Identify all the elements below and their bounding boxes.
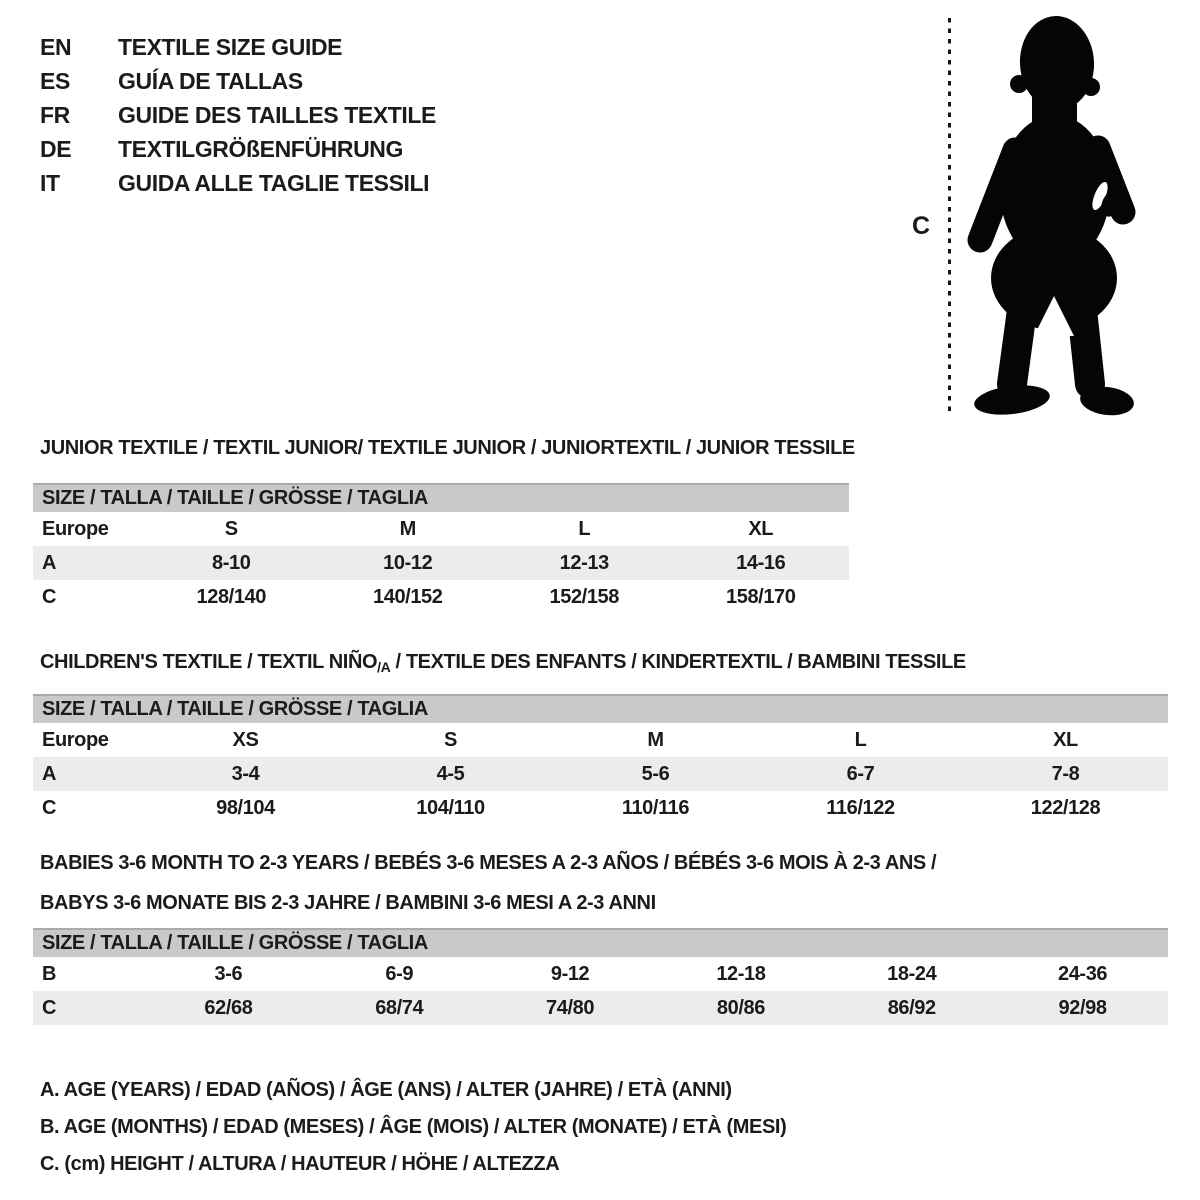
guide-title-es: GUÍA DE TALLAS [118, 68, 303, 94]
section-children-textile [33, 650, 1168, 825]
size-cell: M [647, 729, 664, 751]
language-code: FR [40, 102, 70, 128]
guide-title-en: TEXTILE SIZE GUIDE [118, 34, 343, 60]
section-title-subscript: /A [377, 659, 391, 675]
section-title-text: / TEXTILE DES ENFANTS / KINDERTEXTIL / BAMBINI TESSILE [390, 651, 966, 673]
children-size-table-body [33, 723, 1168, 825]
size-cell: 68/74 [375, 997, 424, 1019]
row-label: Europe [42, 518, 109, 540]
size-cell: 158/170 [726, 586, 796, 608]
height-measure-figure [900, 0, 1200, 430]
table-row-europe [33, 512, 849, 546]
footnote-b: B. AGE (MONTHS) / EDAD (MESES) / ÂGE (MOIS) / ALTER (MONATE) / ETÀ (MESI) [40, 1116, 787, 1138]
size-cell: 5-6 [641, 763, 670, 785]
guide-title-it: GUIDA ALLE TAGLIE TESSILI [118, 170, 430, 196]
size-cell: 62/68 [204, 997, 253, 1019]
size-cell: 6-7 [846, 763, 875, 785]
language-row-es [40, 64, 436, 98]
section-title-text: CHILDREN'S TEXTILE / TEXTIL NIÑO [40, 651, 378, 673]
babies-size-table-body [33, 957, 1168, 1025]
section-title-children [33, 650, 1168, 679]
row-label: C [42, 586, 57, 608]
toddler-silhouette-icon [962, 16, 1142, 420]
size-cell: 98/104 [216, 797, 275, 819]
size-cell: 10-12 [383, 552, 433, 574]
dashed-measure-line [948, 18, 951, 416]
language-code: IT [40, 170, 60, 196]
section-title-text: JUNIOR TEXTILE / TEXTIL JUNIOR/ TEXTILE JUNIOR / JUNIORTEXTIL / JUNIOR TESSILE [40, 437, 855, 459]
size-cell: 104/110 [416, 797, 485, 819]
language-row-en [40, 30, 436, 64]
section-babies-textile [33, 843, 1168, 1025]
table-row-b [33, 957, 1168, 991]
table-row-a [33, 757, 1168, 791]
size-cell: 92/98 [1058, 997, 1107, 1019]
size-cell: 86/92 [887, 997, 936, 1019]
language-row-fr [40, 98, 436, 132]
size-cell: XS [232, 729, 259, 751]
section-junior-textile [33, 436, 855, 614]
footnote-a: A. AGE (YEARS) / EDAD (AÑOS) / ÂGE (ANS) / ALTER (JAHRE) / ETÀ (ANNI) [40, 1079, 732, 1101]
section-title-line2: BABYS 3-6 MONATE BIS 2-3 JAHRE / BAMBINI 3-6 MESI A 2-3 ANNI [40, 892, 656, 914]
size-cell: 4-5 [436, 763, 465, 785]
size-cell: 128/140 [196, 586, 266, 608]
measure-label-c: C [912, 212, 931, 240]
language-code: EN [40, 34, 72, 60]
table-row-c [33, 580, 849, 614]
guide-title-de: TEXTILGRÖßENFÜHRUNG [118, 136, 403, 162]
row-label: C [42, 997, 57, 1019]
size-cell: 116/122 [826, 797, 895, 819]
language-header [40, 30, 436, 200]
size-table-header: SIZE / TALLA / TAILLE / GRÖSSE / TAGLIA [33, 928, 1168, 957]
size-cell: XL [748, 518, 774, 540]
table-row-c [33, 791, 1168, 825]
table-row-a [33, 546, 849, 580]
size-cell: S [224, 518, 238, 540]
size-cell: XL [1053, 729, 1078, 751]
size-cell: M [399, 518, 416, 540]
language-code: DE [40, 136, 72, 162]
babies-size-table [33, 928, 1168, 1025]
junior-size-table [33, 483, 849, 614]
size-cell: 140/152 [373, 586, 443, 608]
guide-title-fr: GUIDE DES TAILLES TEXTILE [118, 102, 436, 128]
language-row-it [40, 166, 436, 200]
size-cell: L [854, 729, 867, 751]
size-cell: 24-36 [1057, 963, 1108, 985]
size-cell: 3-6 [214, 963, 243, 985]
size-cell: 18-24 [887, 963, 937, 985]
legend-footnotes [40, 1072, 786, 1183]
size-cell: 9-12 [550, 963, 590, 985]
row-label: A [42, 552, 57, 574]
size-cell: 14-16 [736, 552, 786, 574]
children-size-table [33, 694, 1168, 825]
row-label: C [42, 797, 57, 819]
footnote-c: C. (cm) HEIGHT / ALTURA / HAUTEUR / HÖHE / ALTEZZA [40, 1153, 560, 1175]
row-label: B [42, 963, 57, 985]
row-label: Europe [42, 729, 109, 751]
size-cell: 152/158 [549, 586, 619, 608]
section-title-junior [33, 436, 855, 460]
size-cell: 80/86 [716, 997, 765, 1019]
language-row-de [40, 132, 436, 166]
size-cell: 74/80 [546, 997, 595, 1019]
junior-size-table-body [33, 512, 849, 614]
size-cell: S [444, 729, 457, 751]
size-cell: 6-9 [385, 963, 414, 985]
section-title-line1: BABIES 3-6 MONTH TO 2-3 YEARS / BEBÉS 3-6 MESES A 2-3 AÑOS / BÉBÉS 3-6 MOIS À 2-3 ANS / [40, 852, 937, 874]
size-cell: 110/116 [621, 797, 690, 819]
size-cell: 122/128 [1030, 797, 1101, 819]
table-row-c [33, 991, 1168, 1025]
language-code: ES [40, 68, 70, 94]
section-title-babies [33, 843, 1168, 923]
row-label: A [42, 763, 57, 785]
size-cell: 7-8 [1051, 763, 1080, 785]
size-table-header: SIZE / TALLA / TAILLE / GRÖSSE / TAGLIA [33, 694, 1168, 723]
size-cell: L [578, 518, 591, 540]
table-row-europe [33, 723, 1168, 757]
size-cell: 3-4 [231, 763, 260, 785]
size-table-header: SIZE / TALLA / TAILLE / GRÖSSE / TAGLIA [33, 483, 849, 512]
size-cell: 12-18 [716, 963, 766, 985]
size-cell: 12-13 [559, 552, 609, 574]
size-cell: 8-10 [212, 552, 251, 574]
